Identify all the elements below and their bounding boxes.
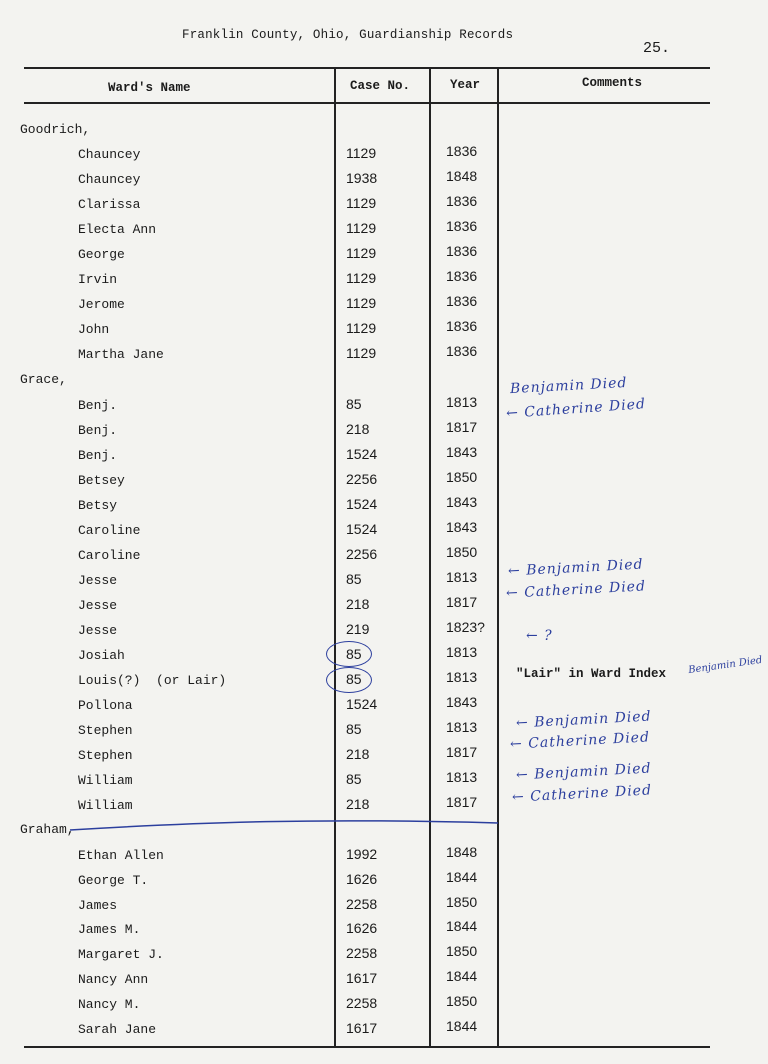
- ward-name: Clarissa: [78, 197, 141, 212]
- year: 1836: [446, 318, 478, 334]
- year: 1813: [446, 719, 478, 735]
- year: 1817: [446, 594, 478, 610]
- year: 1813: [446, 644, 478, 660]
- year: 1836: [446, 193, 478, 209]
- handwritten-note: ← Benjamin Died: [515, 760, 652, 784]
- ward-name: Irvin: [78, 272, 118, 287]
- case-number: 1129: [346, 270, 377, 286]
- ward-name: Josiah: [78, 648, 125, 663]
- case-number: 1626: [346, 871, 378, 887]
- year: 1817: [446, 419, 478, 435]
- year: 1836: [446, 343, 478, 359]
- year: 1844: [446, 968, 478, 984]
- case-number: 1617: [346, 970, 378, 986]
- year: 1813: [446, 394, 478, 410]
- case-number: 1524: [346, 446, 378, 462]
- ward-name: Louis(?) (or Lair): [78, 673, 227, 688]
- year: 1844: [446, 869, 478, 885]
- ward-name: Stephen: [78, 723, 133, 738]
- case-number: 218: [346, 421, 370, 437]
- case-number: 85: [346, 646, 362, 662]
- column-header-year: Year: [450, 78, 481, 92]
- year: 1843: [446, 494, 478, 510]
- case-number: 85: [346, 396, 362, 412]
- year: 1844: [446, 918, 478, 934]
- case-number: 1626: [346, 920, 378, 936]
- year: 1848: [446, 168, 478, 184]
- year: 1836: [446, 293, 478, 309]
- handwritten-note: ← Catherine Died: [509, 729, 651, 753]
- year: 1850: [446, 993, 478, 1009]
- case-number: 85: [346, 771, 362, 787]
- ward-name: Nancy M.: [78, 997, 141, 1012]
- ward-name: George T.: [78, 873, 149, 888]
- ward-name: James M.: [78, 922, 141, 937]
- year: 1836: [446, 268, 478, 284]
- surname-goodrich: Goodrich,: [20, 122, 91, 137]
- handwritten-note: ← Benjamin Died: [507, 556, 644, 580]
- year: 1823?: [446, 619, 485, 635]
- case-number: 85: [346, 721, 362, 737]
- surname-grace: Grace,: [20, 372, 67, 387]
- ward-name: Benj.: [78, 398, 118, 413]
- case-number: 1129: [346, 320, 377, 336]
- year: 1836: [446, 143, 478, 159]
- case-number: 85: [346, 571, 362, 587]
- year: 1813: [446, 669, 478, 685]
- ward-name: Martha Jane: [78, 347, 164, 362]
- ward-name: Sarah Jane: [78, 1022, 157, 1037]
- ward-name: John: [78, 322, 110, 337]
- year: 1813: [446, 769, 478, 785]
- case-number: 1524: [346, 496, 378, 512]
- ink-separator-stroke: [70, 821, 498, 830]
- case-number: 1129: [346, 345, 377, 361]
- case-number: 2258: [346, 896, 378, 912]
- handwritten-note: ← ?: [526, 628, 553, 644]
- year: 1843: [446, 694, 478, 710]
- ward-name: Caroline: [78, 523, 141, 538]
- case-number: 1129: [346, 220, 377, 236]
- case-number: 218: [346, 596, 370, 612]
- year: 1836: [446, 243, 478, 259]
- handwritten-note: ← Catherine Died: [505, 396, 647, 422]
- year: 1836: [446, 218, 478, 234]
- ward-name: Caroline: [78, 548, 141, 563]
- case-number: 218: [346, 796, 370, 812]
- ward-name: George: [78, 247, 125, 262]
- ward-name: Jerome: [78, 297, 125, 312]
- column-header-comments: Comments: [582, 76, 643, 90]
- year: 1813: [446, 569, 478, 585]
- ward-name: Betsey: [78, 473, 125, 488]
- year: 1843: [446, 444, 478, 460]
- ward-name: Betsy: [78, 498, 118, 513]
- case-number: 1524: [346, 521, 378, 537]
- year: 1850: [446, 894, 478, 910]
- ward-name: Pollona: [78, 698, 133, 713]
- ward-name: Chauncey: [78, 172, 141, 187]
- case-number: 2256: [346, 546, 378, 562]
- ward-name: Benj.: [78, 423, 118, 438]
- ward-name: Margaret J.: [78, 947, 164, 962]
- case-number: 1129: [346, 145, 377, 161]
- case-number: 1938: [346, 170, 378, 186]
- ward-name: Chauncey: [78, 147, 141, 162]
- comment-lair-ward-index: "Lair" in Ward Index: [516, 667, 667, 681]
- case-number: 219: [346, 621, 370, 637]
- ward-name: Electa Ann: [78, 222, 157, 237]
- surname-graham: Graham,: [20, 822, 75, 837]
- handwritten-note: ← Benjamin Died: [515, 708, 652, 732]
- ward-name: Jesse: [78, 623, 118, 638]
- ward-name: Nancy Ann: [78, 972, 149, 987]
- year: 1850: [446, 469, 478, 485]
- year: 1844: [446, 1018, 478, 1034]
- ward-name: William: [78, 798, 133, 813]
- ward-name: Ethan Allen: [78, 848, 164, 863]
- case-number: 2258: [346, 945, 378, 961]
- handwritten-note: Benjamin Died: [687, 654, 764, 677]
- case-number: 1992: [346, 846, 378, 862]
- ward-name: Stephen: [78, 748, 133, 763]
- case-number: 2256: [346, 471, 378, 487]
- year: 1850: [446, 943, 478, 959]
- year: 1850: [446, 544, 478, 560]
- column-header-case: Case No.: [350, 79, 411, 93]
- handwritten-note: Benjamin Died: [509, 374, 628, 398]
- ward-name: James: [78, 898, 118, 913]
- year: 1817: [446, 794, 478, 810]
- case-number: 1617: [346, 1020, 378, 1036]
- case-number: 1129: [346, 295, 377, 311]
- case-number: 1524: [346, 696, 378, 712]
- page-number: 25.: [643, 40, 671, 57]
- ward-name: Benj.: [78, 448, 118, 463]
- case-number: 218: [346, 746, 370, 762]
- handwritten-note: ← Catherine Died: [505, 578, 647, 602]
- case-number: 1129: [346, 195, 377, 211]
- year: 1843: [446, 519, 478, 535]
- page-title: Franklin County, Ohio, Guardianship Records: [182, 28, 514, 42]
- year: 1817: [446, 744, 478, 760]
- case-number: 1129: [346, 245, 377, 261]
- column-header-ward: Ward's Name: [108, 81, 191, 95]
- handwritten-note: ← Catherine Died: [511, 782, 653, 806]
- ward-name: Jesse: [78, 573, 118, 588]
- year: 1848: [446, 844, 478, 860]
- ward-name: William: [78, 773, 133, 788]
- case-number: 85: [346, 671, 362, 687]
- case-number: 2258: [346, 995, 378, 1011]
- ward-name: Jesse: [78, 598, 118, 613]
